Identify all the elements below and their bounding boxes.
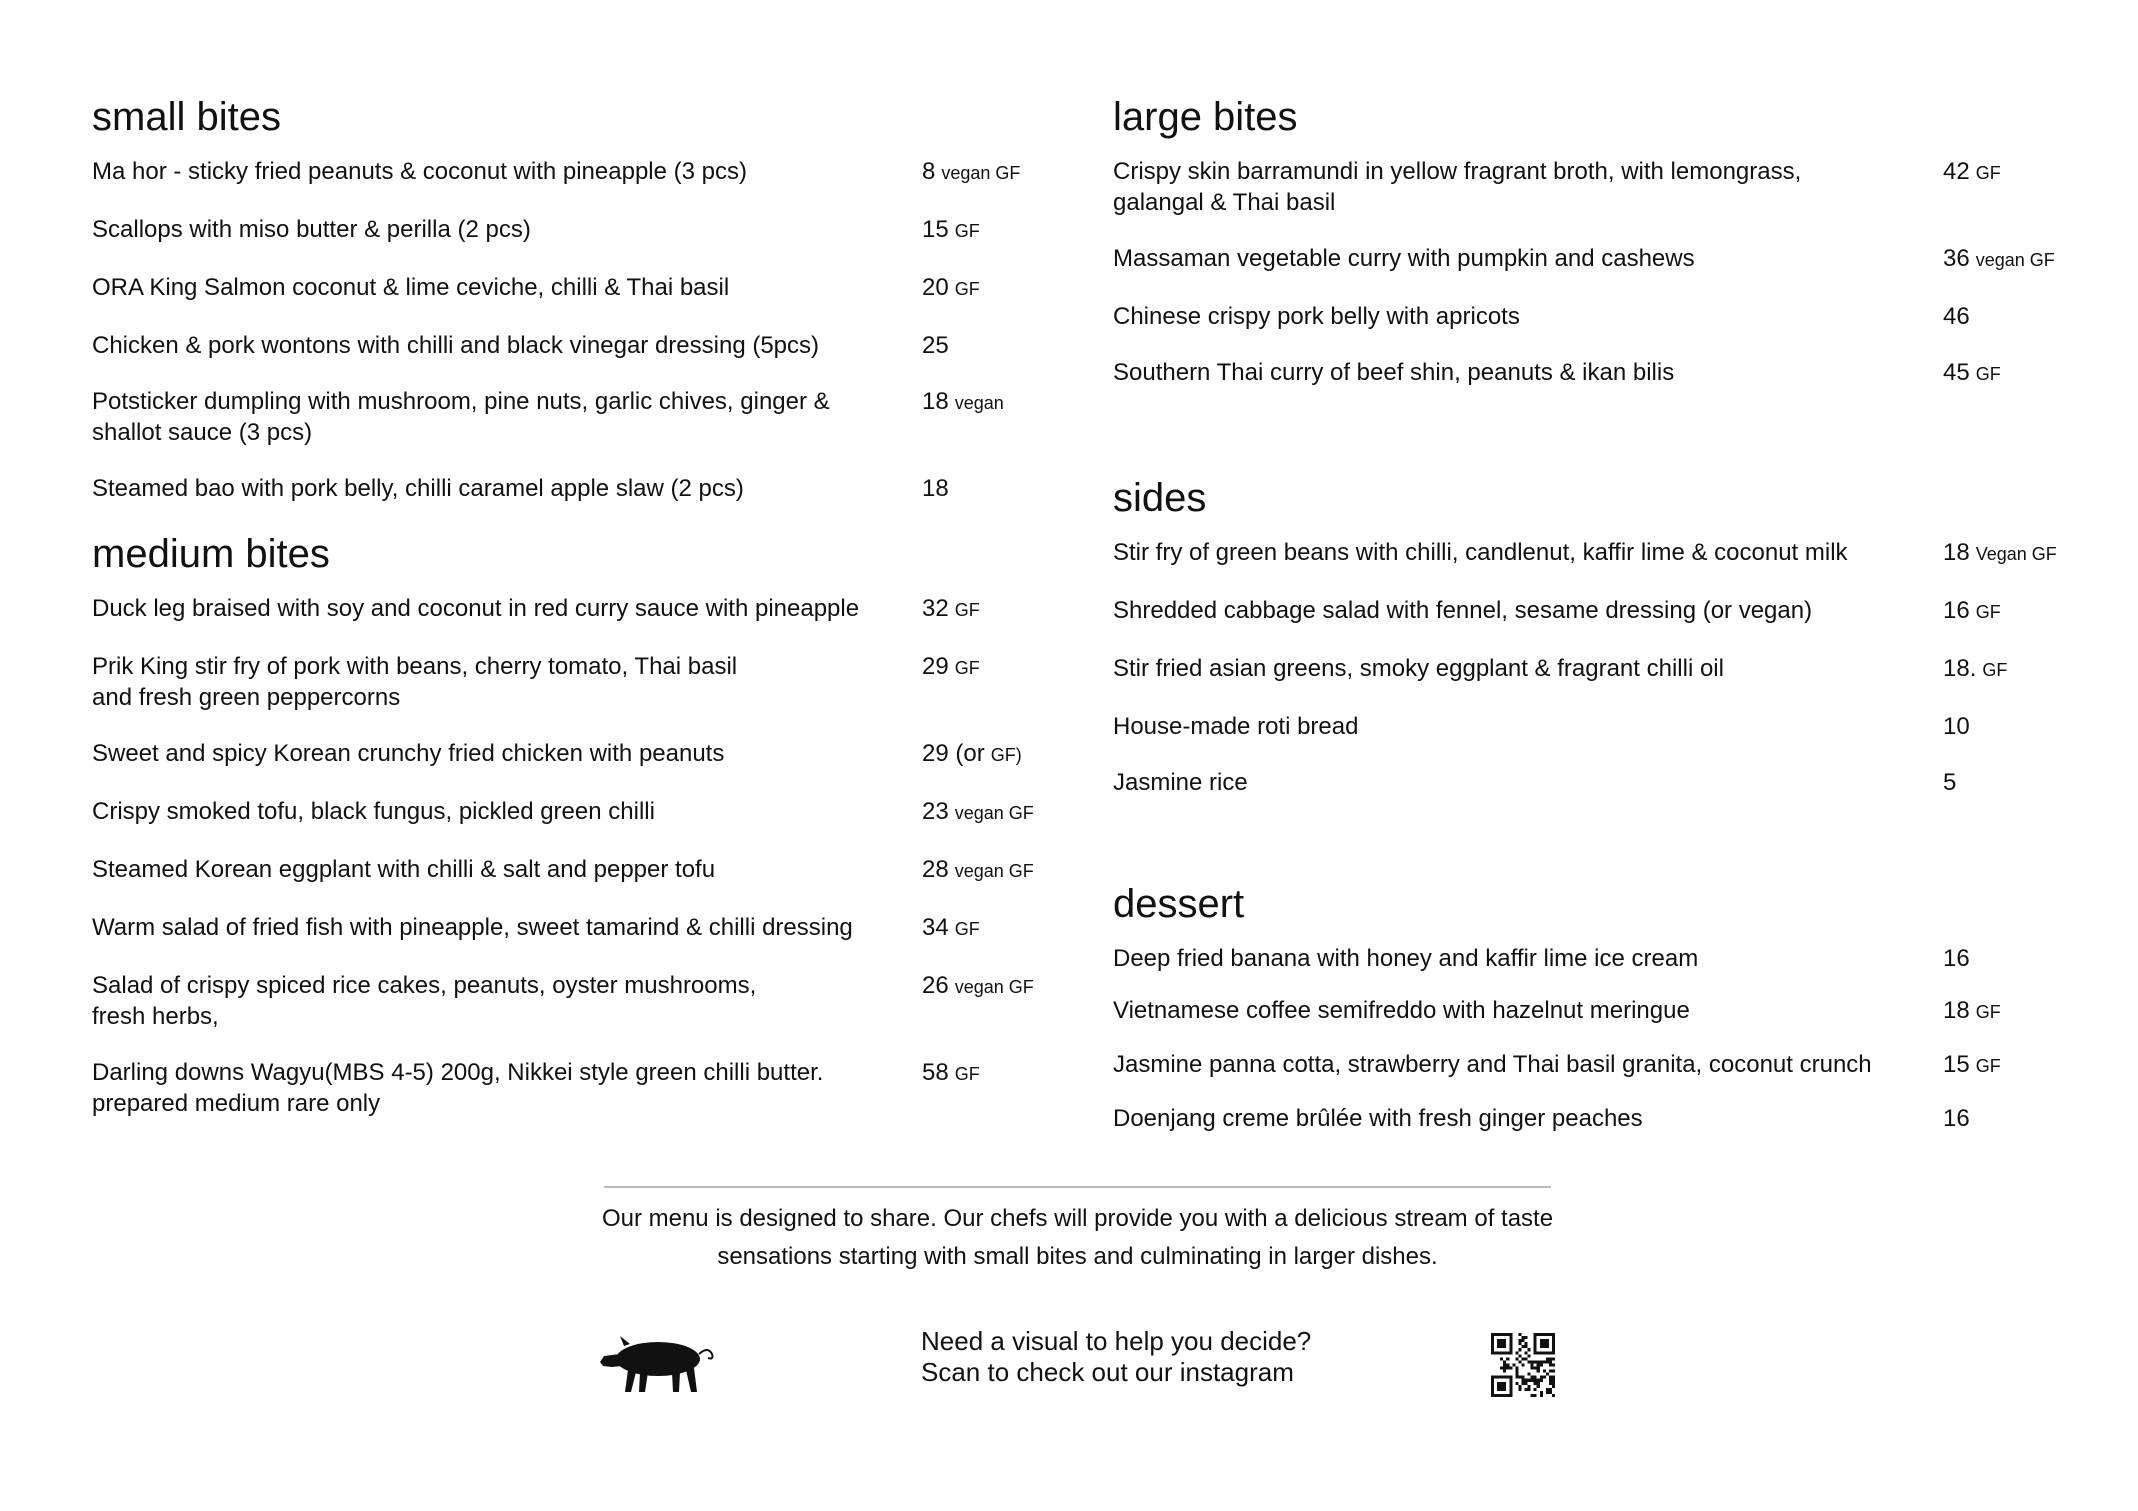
dietary-tag: GF	[954, 221, 980, 241]
price-value: 15	[1943, 1051, 1970, 1078]
price-value: 36	[1943, 245, 1970, 272]
spacer	[1113, 823, 2073, 879]
menu-item	[1113, 243, 2073, 276]
sharing-note: Our menu is designed to share. Our chefs will provide you with a delicious stream of taste sensations starting with small bites and culminating in larger dishes.	[601, 1205, 1554, 1270]
menu-item-description: Vietnamese coffee semifreddo with hazelnut meringue	[1113, 997, 1690, 1024]
price-value: 58	[922, 1059, 949, 1086]
dietary-tag: GF	[1975, 602, 2001, 622]
menu-item-price	[922, 912, 980, 945]
left-column	[92, 92, 1052, 1144]
menu-item-description: Scallops with miso butter & perilla (2 pcs)	[92, 216, 531, 243]
menu-item-description: Potsticker dumpling with mushroom, pine nuts, garlic chives, ginger & shallot sauce (3 pcs)	[92, 388, 830, 446]
price-value: 20	[922, 274, 949, 301]
spacer	[1113, 415, 2073, 473]
price-value: 16	[1943, 1105, 1970, 1132]
menu-item-description: Shredded cabbage salad with fennel, sesame dressing (or vegan)	[1113, 597, 1813, 624]
menu-item-description: Stir fry of green beans with chilli, candlenut, kaffir lime & coconut milk	[1113, 539, 1848, 566]
price-value: 29 (or	[922, 740, 985, 767]
price-value: 16	[1943, 945, 1970, 972]
menu-item-price	[922, 272, 980, 305]
menu-item	[1113, 1103, 2073, 1134]
menu-item-price	[922, 796, 1034, 829]
price-value: 10	[1943, 713, 1970, 740]
menu-item-price	[1943, 1103, 1970, 1134]
menu-item-price	[1943, 156, 2001, 189]
section-title-small-bites: small bites	[92, 95, 281, 139]
menu-item	[92, 156, 1052, 189]
menu-item	[1113, 595, 2073, 628]
menu-item	[92, 214, 1052, 247]
dietary-tag: Vegan GF	[1975, 544, 2057, 564]
menu-item-price	[922, 156, 1020, 189]
menu-item-description: Darling downs Wagyu(MBS 4-5) 200g, Nikkei style green chilli butter. prepared medium rare only	[92, 1059, 824, 1117]
section-title-dessert: dessert	[1113, 882, 1245, 926]
menu-item-description: Deep fried banana with honey and kaffir lime ice cream	[1113, 945, 1699, 972]
section-title-medium-bites: medium bites	[92, 532, 330, 576]
price-value: 34	[922, 914, 949, 941]
menu-item-price	[922, 1057, 980, 1090]
menu-item-description: Salad of crispy spiced rice cakes, peanuts, oyster mushrooms, fresh herbs,	[92, 972, 757, 1030]
menu-item-price	[922, 214, 980, 247]
menu-item	[92, 970, 1052, 1032]
price-value: 18	[922, 475, 949, 502]
menu-item-description: Steamed Korean eggplant with chilli & salt and pepper tofu	[92, 856, 716, 883]
menu-item-description: Chicken & pork wontons with chilli and black vinegar dressing (5pcs)	[92, 332, 820, 359]
price-value: 32	[922, 595, 949, 622]
menu-item	[1113, 301, 2073, 332]
price-value: 18	[1943, 539, 1970, 566]
dietary-tag: GF	[1982, 660, 2008, 680]
menu-item-description: Doenjang creme brûlée with fresh ginger peaches	[1113, 1105, 1643, 1132]
menu-item-description: Jasmine rice	[1113, 769, 1248, 796]
price-value: 29	[922, 653, 949, 680]
dietary-tag: GF)	[990, 745, 1022, 765]
menu-item-description: House-made roti bread	[1113, 713, 1359, 740]
price-value: 5	[1943, 769, 1957, 796]
price-value: 16	[1943, 597, 1970, 624]
menu-item	[92, 1057, 1052, 1119]
dietary-tag: GF	[1975, 1002, 2001, 1022]
menu-item-description: Southern Thai curry of beef shin, peanuts & ikan bilis	[1113, 359, 1675, 386]
price-value: 15	[922, 216, 949, 243]
price-value: 8	[922, 158, 936, 185]
menu-item	[1113, 711, 2073, 742]
menu-item	[92, 796, 1052, 829]
dietary-tag: GF	[954, 658, 980, 678]
section-medium-bites	[92, 529, 1052, 1119]
menu-list	[1113, 537, 2073, 798]
dietary-tag: GF	[1975, 163, 2001, 183]
menu-item-price	[1943, 995, 2001, 1028]
menu-item	[1113, 995, 2073, 1028]
menu-item-price	[922, 473, 949, 504]
price-value: 18	[1943, 997, 1970, 1024]
menu-item-description: Crispy smoked tofu, black fungus, pickled green chilli	[92, 798, 655, 825]
dietary-tag: vegan GF	[954, 861, 1034, 881]
menu-item-description: Crispy skin barramundi in yellow fragrant broth, with lemongrass, galangal & Thai basil	[1113, 158, 1802, 216]
menu-item-price	[1943, 1049, 2001, 1082]
price-value: 42	[1943, 158, 1970, 185]
dietary-tag: vegan	[954, 393, 1004, 413]
price-value: 23	[922, 798, 949, 825]
dietary-tag: GF	[954, 600, 980, 620]
menu-item-price	[1943, 943, 1970, 974]
menu-item	[1113, 653, 2073, 686]
menu-item-price	[1943, 301, 1970, 332]
menu-list	[92, 593, 1052, 1119]
menu-item-price	[922, 970, 1034, 1003]
menu-item-description: Warm salad of fried fish with pineapple, sweet tamarind & chilli dressing	[92, 914, 853, 941]
menu-item	[1113, 156, 2073, 218]
menu-list	[1113, 156, 2073, 390]
section-large-bites	[1113, 92, 2073, 390]
dietary-tag: GF	[1975, 1056, 2001, 1076]
menu-item-description: Massaman vegetable curry with pumpkin and cashews	[1113, 245, 1695, 272]
dietary-tag: vegan GF	[954, 977, 1034, 997]
menu-item-description: Prik King stir fry of pork with beans, cherry tomato, Thai basil and fresh green peppercorns	[92, 653, 738, 711]
menu-item	[92, 272, 1052, 305]
menu-item-price	[1943, 357, 2001, 390]
price-value: 25	[922, 332, 949, 359]
menu-item-description: Steamed bao with pork belly, chilli caramel apple slaw (2 pcs)	[92, 475, 744, 502]
menu-item-price	[922, 854, 1034, 887]
price-value: 46	[1943, 303, 1970, 330]
menu-item	[1113, 767, 2073, 798]
menu-item-price	[1943, 653, 2007, 686]
menu-list	[1113, 943, 2073, 1134]
instagram-prompt: Need a visual to help you decide? Scan to check out our instagram	[921, 1326, 1312, 1387]
dietary-tag: GF	[1975, 364, 2001, 384]
section-title-large-bites: large bites	[1113, 95, 1298, 139]
menu-item	[1113, 357, 2073, 390]
dietary-tag: vegan GF	[1975, 250, 2055, 270]
dietary-tag: vegan GF	[941, 163, 1021, 183]
price-value: 26	[922, 972, 949, 999]
menu-item-price	[1943, 767, 1956, 798]
menu-item-description: Ma hor - sticky fried peanuts & coconut with pineapple (3 pcs)	[92, 158, 747, 185]
dietary-tag: vegan GF	[954, 803, 1034, 823]
price-value: 45	[1943, 359, 1970, 386]
menu-item	[92, 738, 1052, 771]
section-sides	[1113, 473, 2073, 798]
right-column	[1113, 92, 2073, 1155]
menu-list	[92, 156, 1052, 504]
menu-item-price	[1943, 595, 2001, 628]
qr-code-icon[interactable]	[1491, 1333, 1555, 1397]
menu-item	[1113, 1049, 2073, 1082]
menu-item-price	[1943, 711, 1970, 742]
menu-item	[1113, 537, 2073, 570]
menu-item-description: Stir fried asian greens, smoky eggplant & fragrant chilli oil	[1113, 655, 1724, 682]
pig-icon	[598, 1332, 722, 1396]
menu-item	[92, 473, 1052, 504]
price-value: 28	[922, 856, 949, 883]
menu-item-price	[922, 386, 1004, 419]
menu-item	[92, 386, 1052, 448]
menu-item	[92, 330, 1052, 361]
menu-item-price	[922, 330, 949, 361]
dietary-tag: GF	[954, 1064, 980, 1084]
section-title-sides: sides	[1113, 476, 1207, 520]
menu-item-description: ORA King Salmon coconut & lime ceviche, chilli & Thai basil	[92, 274, 730, 301]
menu-item-description: Duck leg braised with soy and coconut in red curry sauce with pineapple	[92, 595, 860, 622]
section-small-bites	[92, 92, 1052, 504]
menu-item-price	[1943, 243, 2055, 276]
menu-item-price	[922, 651, 980, 684]
menu-item-price	[922, 593, 980, 626]
price-value: 18.	[1943, 655, 1977, 682]
menu-item	[92, 854, 1052, 887]
divider	[604, 1186, 1551, 1188]
dietary-tag: GF	[954, 919, 980, 939]
menu-item-description: Chinese crispy pork belly with apricots	[1113, 303, 1520, 330]
price-value: 18	[922, 388, 949, 415]
menu-item-description: Jasmine panna cotta, strawberry and Thai basil granita, coconut crunch	[1113, 1051, 1872, 1078]
menu-item-price	[922, 738, 1022, 771]
dietary-tag: GF	[954, 279, 980, 299]
menu-item	[92, 651, 1052, 713]
menu-item	[1113, 943, 2073, 974]
menu-item	[92, 593, 1052, 626]
menu-item	[92, 912, 1052, 945]
menu-item-price	[1943, 537, 2057, 570]
section-dessert	[1113, 879, 2073, 1134]
menu-item-description: Sweet and spicy Korean crunchy fried chicken with peanuts	[92, 740, 725, 767]
